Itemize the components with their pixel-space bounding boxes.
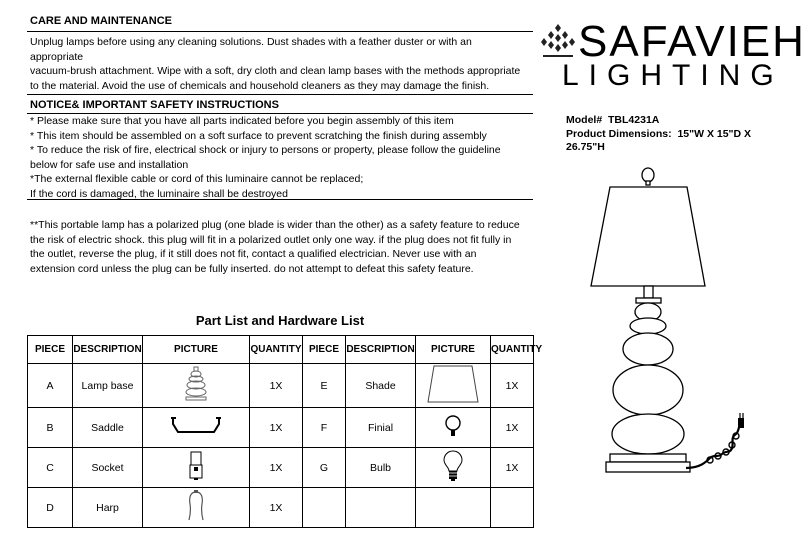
quantity-cell: 1X <box>250 364 303 408</box>
piece-cell: C <box>28 448 73 488</box>
col-header: QUANTITY <box>250 336 303 364</box>
dimensions-line-2: 26.75"H <box>566 141 605 153</box>
brand-emblem-icon <box>540 22 576 60</box>
socket-icon <box>188 451 204 481</box>
col-header: QUANTITY <box>491 336 534 364</box>
finial-icon <box>642 168 654 182</box>
plug-line: the risk of electric shock. this plug will fit in a polarized outlet only one way. if the plug does not fit fully in <box>30 233 512 246</box>
plug-line: **This portable lamp has a polarized plug (one blade is wider than the other) as a safety feature to reduce <box>30 219 520 231</box>
plug-line: extension cord unless the plug can be fully inserted. do not attempt to defeat this safety feature. <box>30 262 474 275</box>
picture-cell <box>143 364 250 408</box>
table-row <box>28 408 534 448</box>
care-title: CARE AND MAINTENANCE <box>30 15 172 27</box>
model-label: Model# <box>566 114 603 126</box>
col-header: DESCRIPTION <box>73 336 143 364</box>
divider <box>27 31 533 32</box>
quantity-cell: 1X <box>491 408 534 448</box>
col-header: DESCRIPTION <box>346 336 416 364</box>
description-cell: Shade <box>346 364 416 408</box>
picture-cell <box>416 408 491 448</box>
brand-sub: LIGHTING <box>562 59 784 92</box>
piece-cell: B <box>28 408 73 448</box>
care-line: vacuum-brush attachment. Wipe with a soft, dry cloth and clean lamp bases with the methods appropriate <box>30 65 521 77</box>
dimensions-label: Product Dimensions: <box>566 127 672 140</box>
lamp-illustration <box>560 162 800 482</box>
picture-cell <box>416 488 491 528</box>
safety-line: If the cord is damaged, the luminaire shall be destroyed <box>30 187 288 200</box>
model-line <box>566 114 751 128</box>
care-line: appropriate <box>30 50 84 63</box>
safety-line: *The external flexible cable or cord of this luminaire cannot be replaced; <box>30 173 364 185</box>
plug-notice <box>30 218 535 276</box>
piece-cell: F <box>303 408 346 448</box>
safety-title: NOTICE& IMPORTANT SAFETY INSTRUCTIONS <box>30 99 279 111</box>
piece-cell <box>303 488 346 528</box>
finial-icon <box>444 414 462 438</box>
picture-cell <box>143 488 250 528</box>
quantity-cell: 1X <box>250 408 303 448</box>
description-cell: Saddle <box>73 408 143 448</box>
care-text <box>30 35 535 93</box>
safety-line: * This item should be assembled on a soft surface to prevent scratching the finish during assembly <box>30 129 487 142</box>
plug-line: the outlet, reverse the plug, if it still does not fit, contact a qualified electrician. Never use with an <box>30 248 477 260</box>
divider <box>27 94 533 95</box>
col-header: PICTURE <box>416 336 491 364</box>
safety-text <box>30 114 535 201</box>
safety-line: * Please make sure that you have all parts indicated before you begin assembly of this item <box>30 115 454 127</box>
safety-line: below for safe use and installation <box>30 158 189 171</box>
bulb-icon <box>443 450 463 482</box>
plug-icon <box>738 418 744 428</box>
lamp-base-icon <box>181 366 211 402</box>
quantity-cell: 1X <box>250 488 303 528</box>
shade-icon <box>426 364 480 404</box>
quantity-cell: 1X <box>491 448 534 488</box>
piece-cell: D <box>28 488 73 528</box>
description-cell: Finial <box>346 408 416 448</box>
care-line: to the material. Avoid the use of chemicals and household cleaners as they may damage the finish. <box>30 79 490 92</box>
quantity-cell: 1X <box>250 448 303 488</box>
description-cell: Lamp base <box>73 364 143 408</box>
col-header: PICTURE <box>143 336 250 364</box>
description-cell: Bulb <box>346 448 416 488</box>
cord <box>686 422 742 468</box>
description-cell: Socket <box>73 448 143 488</box>
description-cell <box>346 488 416 528</box>
piece-cell: A <box>28 364 73 408</box>
piece-cell: G <box>303 448 346 488</box>
model-number: TBL4231A <box>608 114 660 126</box>
product-info <box>566 114 751 155</box>
brand-name: SAFAVIEH <box>578 17 806 66</box>
description-cell: Harp <box>73 488 143 528</box>
table-row <box>28 488 534 528</box>
dimensions-line <box>566 128 751 142</box>
shade-icon <box>591 187 705 286</box>
picture-cell <box>143 448 250 488</box>
table-header-row <box>28 336 534 364</box>
col-header: PIECE <box>303 336 346 364</box>
col-header: PIECE <box>28 336 73 364</box>
parts-table <box>27 335 543 528</box>
table-title: Part List and Hardware List <box>195 313 365 328</box>
picture-cell <box>416 364 491 408</box>
harp-icon <box>185 490 207 522</box>
quantity-cell <box>491 488 534 528</box>
quantity-cell: 1X <box>491 364 534 408</box>
divider <box>27 199 533 200</box>
care-line: Unplug lamps before using any cleaning solutions. Dust shades with a feather duster or with an <box>30 36 472 48</box>
saddle-icon <box>170 414 222 438</box>
piece-cell: E <box>303 364 346 408</box>
table-row <box>28 448 534 488</box>
safety-line: * To reduce the risk of fire, electrical shock or injury to persons or property, please follow the guideline <box>30 144 501 156</box>
picture-cell <box>416 448 491 488</box>
dimensions-value: 15"W X 15"D X <box>677 127 752 140</box>
table-row <box>28 364 534 408</box>
picture-cell <box>143 408 250 448</box>
